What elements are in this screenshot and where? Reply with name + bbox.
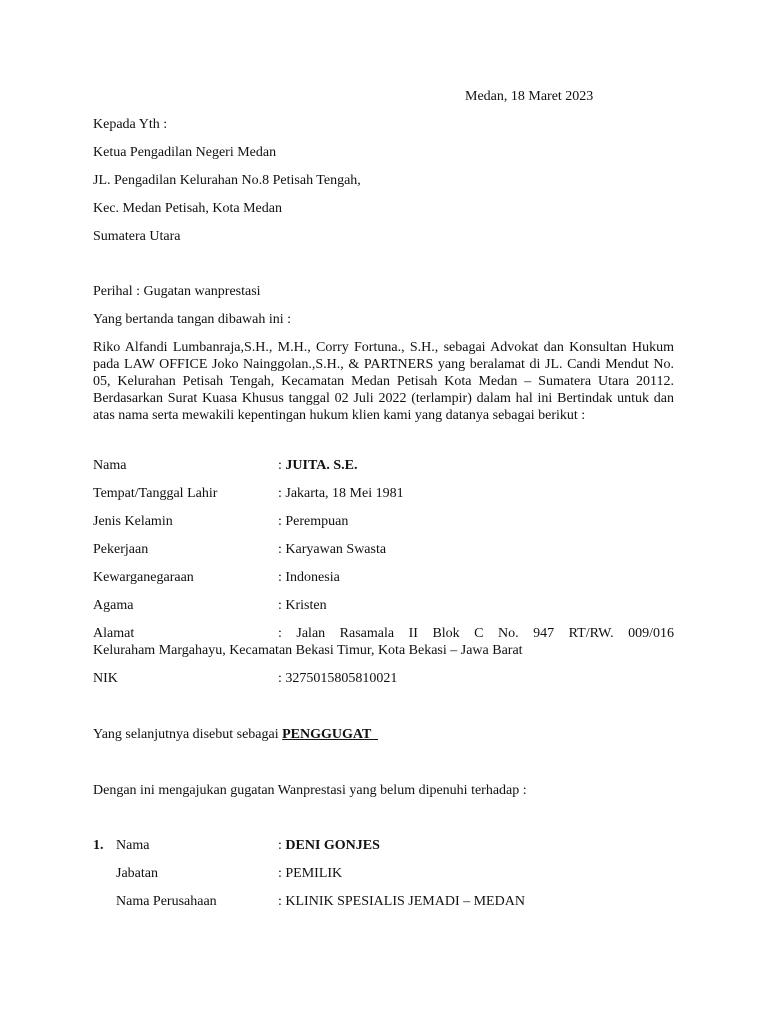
defendant-1-nama-label: Nama: [116, 838, 150, 853]
defendant-1-nama-colon: :: [278, 838, 286, 853]
plaintiff-alamat-value-line1: : Jalan Rasamala II Blok C No. 947 RT/RW. 009/016: [278, 626, 674, 641]
recipient-line-2: JL. Pengadilan Kelurahan No.8 Petisah Tengah,: [93, 173, 361, 188]
plaintiff-agama-value: : Kristen: [278, 598, 327, 613]
plaintiff-nik-value: : 3275015805810021: [278, 671, 398, 686]
subject-line: Perihal : Gugatan wanprestasi: [93, 284, 261, 299]
plaintiff-ttl-value: : Jakarta, 18 Mei 1981: [278, 486, 404, 501]
defendant-1-number-text: 1.: [93, 838, 104, 853]
plaintiff-designation-prefix: Yang selanjutnya disebut sebagai: [93, 727, 283, 742]
defendant-1-jabatan-label: Jabatan: [116, 866, 158, 881]
defendant-1-perusahaan-label: Nama Perusahaan: [116, 894, 217, 909]
plaintiff-nama-colon: :: [278, 458, 286, 473]
plaintiff-nama-bold: JUITA. S.E.: [285, 458, 358, 473]
plaintiff-kw-label: Kewarganegaraan: [93, 570, 194, 585]
plaintiff-kw-value: : Indonesia: [278, 570, 340, 585]
plaintiff-alamat-value-line2: Keluraham Margahayu, Kecamatan Bekasi Timur, Kota Bekasi – Jawa Barat: [93, 643, 523, 658]
place-date: Medan, 18 Maret 2023: [465, 89, 594, 104]
plaintiff-ttl-label: Tempat/Tanggal Lahir: [93, 486, 218, 501]
recipient-line-1: Ketua Pengadilan Negeri Medan: [93, 145, 277, 160]
defendant-1-nama-bold: DENI GONJES: [285, 838, 380, 853]
recipient-salutation: Kepada Yth :: [93, 117, 168, 132]
defendant-1-perusahaan-value: : KLINIK SPESIALIS JEMADI – MEDAN: [278, 894, 525, 909]
plaintiff-designation: [93, 726, 378, 743]
plaintiff-pekerjaan-value: : Karyawan Swasta: [278, 542, 387, 557]
plaintiff-nama-value: [278, 457, 357, 474]
plaintiff-agama-label: Agama: [93, 598, 134, 613]
defendant-1-number: [93, 837, 104, 854]
plaintiff-pekerjaan-label: Pekerjaan: [93, 542, 149, 557]
plaintiff-designation-term: PENGGUGAT: [282, 727, 379, 742]
claim-statement: Dengan ini mengajukan gugatan Wanprestasi yang belum dipenuhi terhadap :: [93, 783, 527, 798]
plaintiff-nama-label: Nama: [93, 458, 127, 473]
defendant-1-nama-value: [278, 837, 380, 854]
intro-paragraph: Riko Alfandi Lumbanraja,S.H., M.H., Corry Fortuna., S.H., sebagai Advokat dan Konsultan Hukum pada LAW OFFICE Joko Nainggolan.,S.H., & PARTNERS yang beralamat di JL. Candi Mendut No. 05, Kelurahan Petisah Tengah, Kecamatan Medan Petisah Kota Medan – Sumatera Utara 20112. Berdasarkan Surat Kuasa Khusus tanggal 02 Juli 2022 (terlampir) dalam hal ini Bertindak untuk dan atas nama serta mewakili kepentingan hukum klien kami yang datanya sebagai berikut :: [93, 340, 674, 423]
opening-line: Yang bertanda tangan dibawah ini :: [93, 312, 292, 327]
recipient-line-3: Kec. Medan Petisah, Kota Medan: [93, 201, 282, 216]
plaintiff-nik-label: NIK: [93, 671, 118, 686]
plaintiff-jk-label: Jenis Kelamin: [93, 514, 173, 529]
recipient-line-4: Sumatera Utara: [93, 229, 181, 244]
plaintiff-jk-value: : Perempuan: [278, 514, 349, 529]
defendant-1-jabatan-value: : PEMILIK: [278, 866, 343, 881]
plaintiff-alamat-label: Alamat: [93, 626, 135, 641]
